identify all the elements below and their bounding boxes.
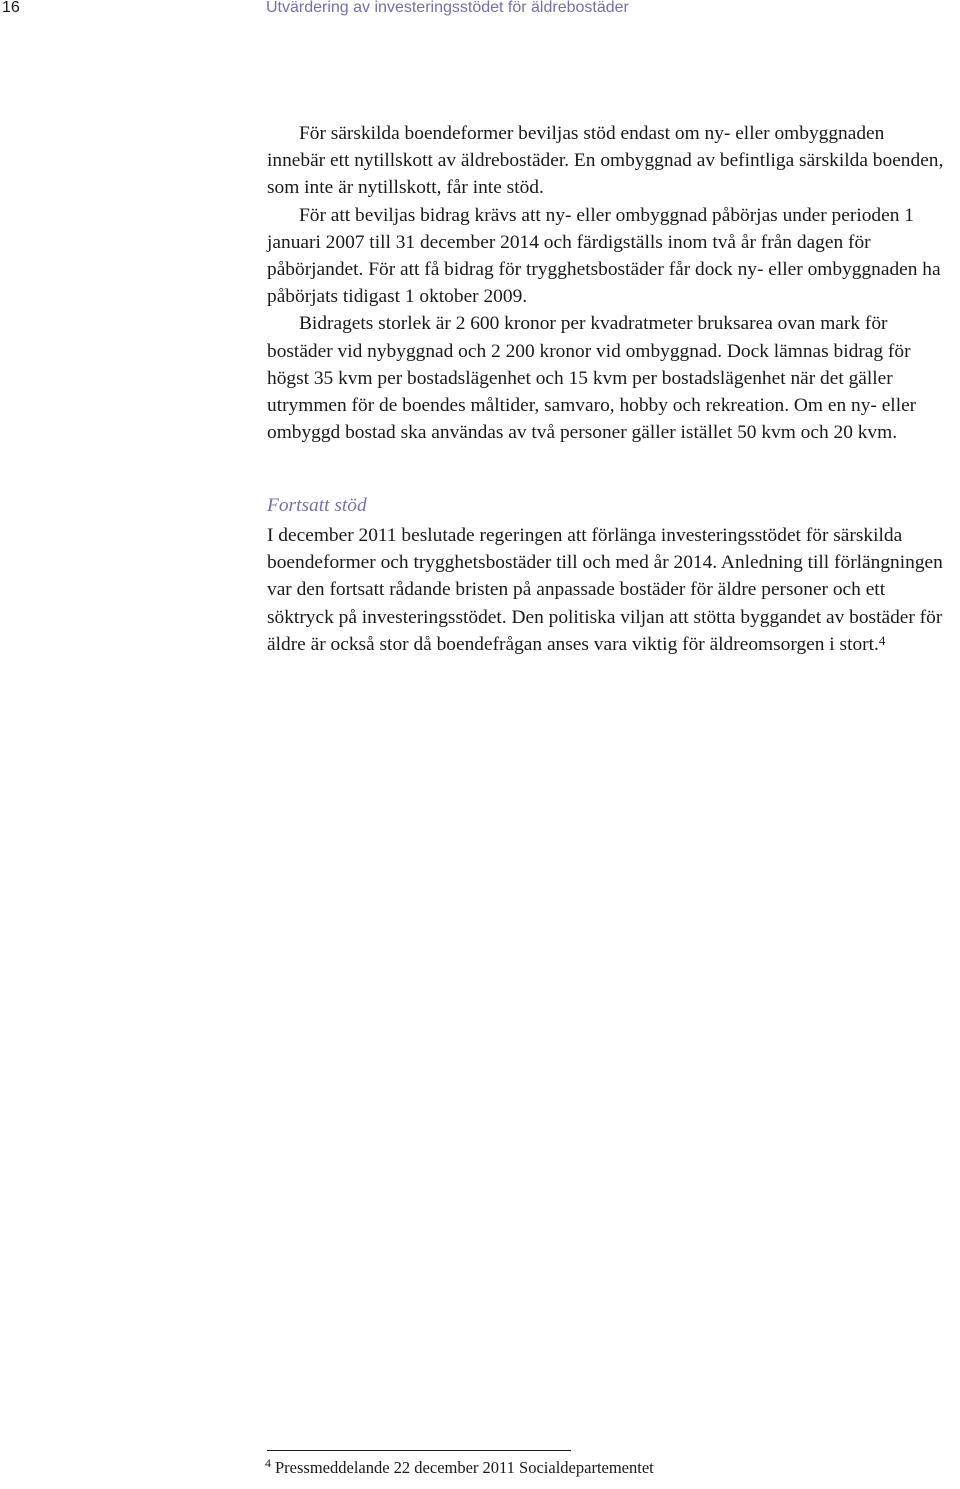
footnote-mark: 4	[265, 1456, 271, 1470]
footnote-divider	[267, 1450, 571, 1451]
paragraph-eligibility: För särskilda boendeformer beviljas stöd endast om ny- eller ombyggnaden innebär ett nytillskott av äldrebostäder. En ombyggnad av befintliga särskilda boenden, som inte är nytillskott, får inte stöd.	[267, 123, 944, 199]
running-title: Utvärdering av investeringsstödet för äldrebostäder	[266, 0, 629, 16]
footnote	[265, 1458, 654, 1479]
page-number: 16	[2, 0, 20, 16]
footnote-reference[interactable]: 4	[878, 632, 886, 648]
paragraph-continued-support-text: I december 2011 beslutade regeringen att förlänga investeringsstödet för särskilda boendeformer och trygghetsbostäder till och med år 2014. Anledning till förlängningen var den fortsatt rådande bristen på anpassade bostäder för äldre personer och ett söktryck på investeringsstödet. Den politiska viljan att stötta byggandet av bostäder för äldre är också stor då boendefrågan anses vara viktig för äldreomsorgen i stort.	[267, 525, 943, 655]
body-text-top	[267, 120, 947, 446]
paragraph-continued-support	[267, 522, 947, 658]
section-heading: Fortsatt stöd	[267, 495, 367, 516]
running-header	[0, 0, 960, 24]
paragraph-grant-size: Bidragets storlek är 2 600 kronor per kvadratmeter bruksarea ovan mark för bostäder vid nybyggnad och 2 200 kronor vid ombyggnad. Dock lämnas bidrag för högst 35 kvm per bostadslägenhet och 15 kvm per bostadslägenhet när det gäller utrymmen för de boendes måltider, samvaro, hobby och rekreation. Om en ny- eller ombyggd bostad ska användas av två personer gäller istället 50 kvm och 20 kvm.	[267, 313, 917, 444]
paragraph-time-period: För att beviljas bidrag krävs att ny- eller ombyggnad påbörjas under perioden 1 januari 2007 till 31 december 2014 och färdigställs inom två år från dagen för påbörjandet. För att få bidrag för trygghetsbostäder får dock ny- eller ombyggnaden ha påbörjats tidigast 1 oktober 2009.	[267, 204, 941, 308]
body-text-section	[267, 522, 947, 658]
footnote-text: Pressmeddelande 22 december 2011 Socialdepartementet	[275, 1458, 654, 1477]
